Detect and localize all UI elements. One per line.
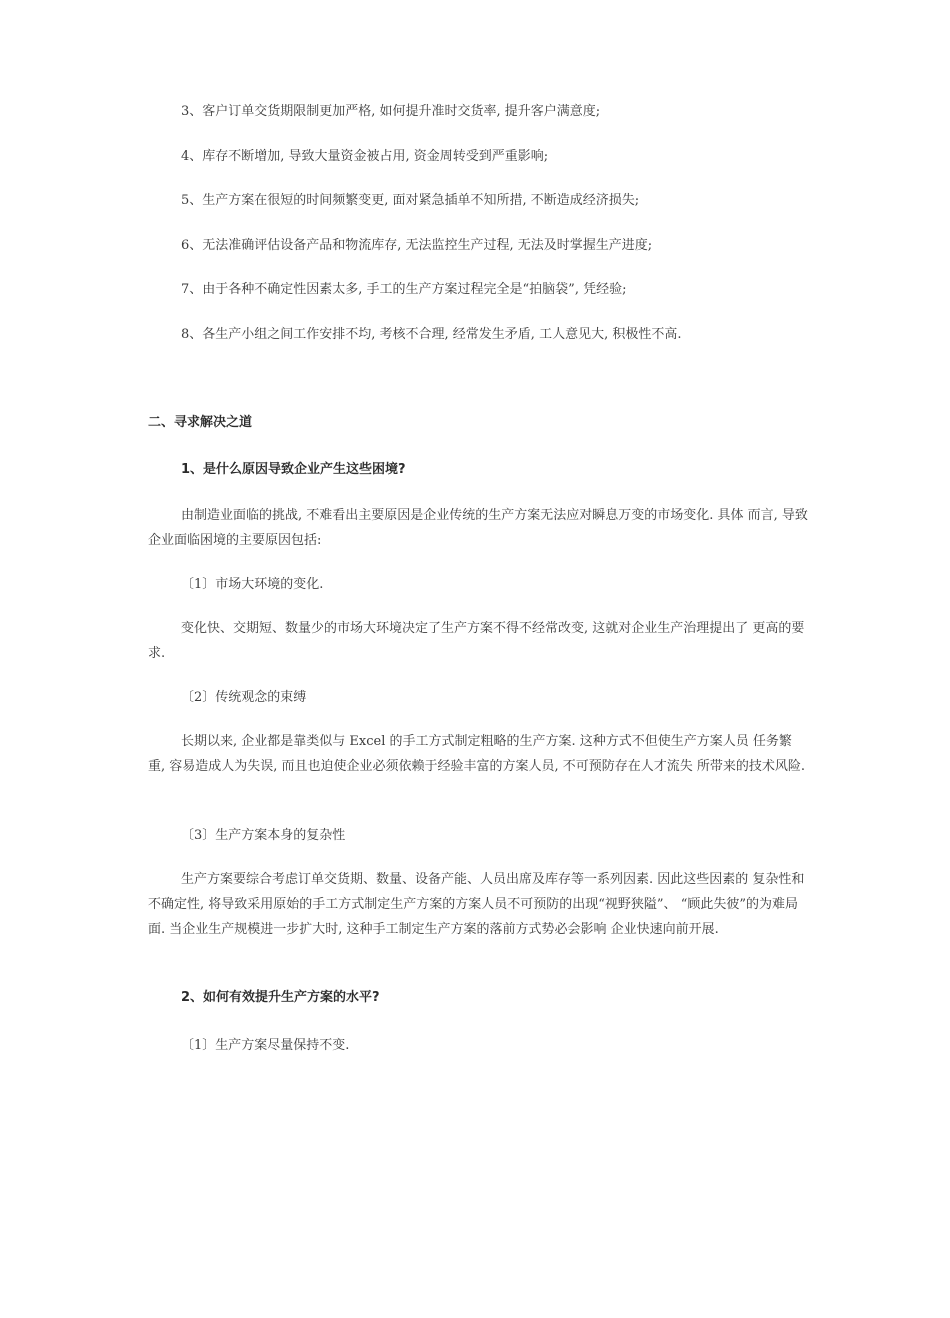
question-1-intro: 由制造业面临的挑战, 不难看出主要原因是企业传统的生产方案无法应对瞬息万变的市场变化. 具体 而言, 导致企业面临困境的主要原因包括: xyxy=(148,508,808,548)
problem-item-5: 5、生产方案在很短的时间频繁变更, 面对紧急插单不知所措, 不断造成经济损失; xyxy=(181,193,640,208)
cause-3-body: 生产方案要综合考虑订单交货期、数量、设备产能、人员出席及库存等一系列因素. 因此这些因素的 复杂性和不确定性, 将导致采用原始的手工方式制定生产方案的方案人员不可预防的出现“视野狭隘”、 “顾此失彼”的为难局面. 当企业生产规模进一步扩大时, 这种手工制定生产方案的落前方式势必会影响 企业快速向前开展. xyxy=(148,872,805,937)
question-2-title: 2、如何有效提升生产方案的水平? xyxy=(181,990,380,1005)
measure-1: 〔1〕生产方案尽量保持不变. xyxy=(181,1038,350,1053)
cause-2-body: 长期以来, 企业都是靠类似与 Excel 的手工方式制定粗略的生产方案. 这种方式不但使生产方案人员 任务繁重, 容易造成人为失误, 而且也迫使企业必须依赖于经验丰富的方案人员, 不可预防存在人才流失 所带来的技术风险. xyxy=(148,734,806,774)
question-1-title: 1、是什么原因导致企业产生这些困境? xyxy=(181,462,406,477)
cause-1-heading: 〔1〕市场大环境的变化. xyxy=(181,577,324,592)
cause-1-body: 变化快、交期短、数量少的市场大环境决定了生产方案不得不经常改变, 这就对企业生产治理提出了 更高的要求. xyxy=(148,621,805,661)
problem-item-6: 6、无法准确评估设备产品和物流库存, 无法监控生产过程, 无法及时掌握生产进度; xyxy=(181,238,653,253)
cause-2-heading: 〔2〕传统观念的束缚 xyxy=(181,690,307,705)
problem-item-8: 8、各生产小组之间工作安排不均, 考核不合理, 经常发生矛盾, 工人意见大, 积极性不高. xyxy=(181,327,682,342)
problem-item-7: 7、由于各种不确定性因素太多, 手工的生产方案过程完全是“拍脑袋”, 凭经验; xyxy=(181,282,627,297)
problem-item-4: 4、库存不断增加, 导致大量资金被占用, 资金周转受到严重影响; xyxy=(181,149,549,164)
section-title: 二、寻求解决之道 xyxy=(148,415,253,430)
problem-item-3: 3、客户订单交货期限制更加严格, 如何提升准时交货率, 提升客户满意度; xyxy=(181,104,601,119)
cause-3-heading: 〔3〕生产方案本身的复杂性 xyxy=(181,828,346,843)
